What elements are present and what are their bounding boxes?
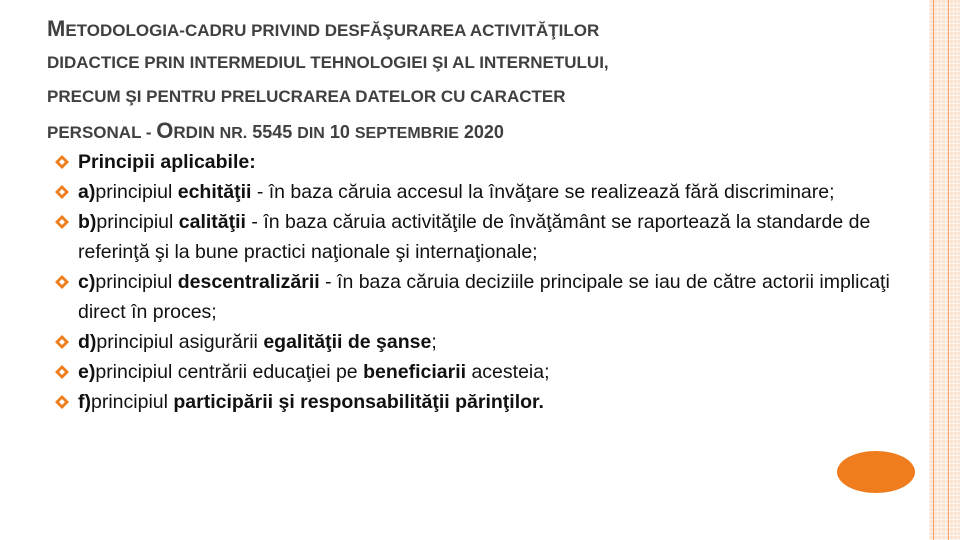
diamond-bullet-icon bbox=[55, 155, 69, 169]
text: principiul bbox=[91, 391, 174, 413]
diamond-bullet-icon bbox=[55, 185, 69, 199]
bold-text: echităţii bbox=[177, 181, 252, 203]
title-line-1: METODOLOGIA-CADRU PRIVIND DESFĂŞURAREA ACTIVITĂŢILOR bbox=[47, 16, 600, 41]
text: principiul bbox=[95, 181, 178, 203]
list-item bbox=[55, 387, 905, 417]
bold-text: calităţii bbox=[178, 211, 246, 233]
bold-text: b) bbox=[78, 211, 97, 233]
bold-text: e) bbox=[78, 361, 96, 383]
text: - în baza căruia activităţile de învăţământ se raportează la standarde de referinţă şi la bune practici naţionale şi internaţionale; bbox=[78, 211, 871, 263]
diamond-bullet-icon bbox=[55, 275, 69, 289]
bold-text: Principii aplicabile: bbox=[78, 151, 256, 173]
text: - în baza căruia deciziile principale se iau de către actorii implicaţi direct în proces; bbox=[78, 271, 890, 323]
list-item bbox=[55, 147, 905, 177]
diamond-bullet-icon bbox=[55, 365, 69, 379]
decorative-stripe-line bbox=[948, 0, 949, 540]
text: - în baza căruia accesul la învăţare se realizează fără discriminare; bbox=[251, 181, 835, 203]
text: principiul bbox=[95, 271, 178, 293]
bold-text: a) bbox=[78, 181, 96, 203]
text: ; bbox=[431, 331, 437, 353]
bold-text: participării şi responsabilităţii părinţilor. bbox=[173, 391, 544, 413]
text: principiul centrării educaţiei pe bbox=[95, 361, 364, 383]
orange-circle-decoration bbox=[837, 451, 915, 493]
list-item bbox=[55, 327, 905, 357]
bold-text: egalităţii de şanse bbox=[263, 331, 432, 353]
text: principiul asigurării bbox=[96, 331, 264, 353]
decorative-stripe-line bbox=[933, 0, 934, 540]
title-line-3: PRECUM ŞI PENTRU PRELUCRAREA DATELOR CU CARACTER bbox=[47, 87, 566, 106]
bold-text: c) bbox=[78, 271, 96, 293]
diamond-bullet-icon bbox=[55, 335, 69, 349]
list-item bbox=[55, 357, 905, 387]
list-item bbox=[55, 207, 905, 267]
diamond-bullet-icon bbox=[55, 215, 69, 229]
title-line-2: DIDACTICE PRIN INTERMEDIUL TEHNOLOGIEI ŞI AL INTERNETULUI, bbox=[47, 53, 609, 72]
bold-text: f) bbox=[78, 391, 91, 413]
bold-text: d) bbox=[78, 331, 97, 353]
principles-list bbox=[55, 147, 905, 417]
bold-text: beneficiarii bbox=[363, 361, 467, 383]
list-item bbox=[55, 267, 905, 327]
text: acesteia; bbox=[466, 361, 550, 383]
diamond-bullet-icon bbox=[55, 395, 69, 409]
slide-title bbox=[47, 12, 907, 148]
text: principiul bbox=[96, 211, 179, 233]
title-line-4: PERSONAL - ORDIN NR. 5545 DIN 10 SEPTEMBRIE 2020 bbox=[47, 118, 504, 143]
list-item bbox=[55, 177, 905, 207]
bold-text: descentralizării bbox=[177, 271, 320, 293]
